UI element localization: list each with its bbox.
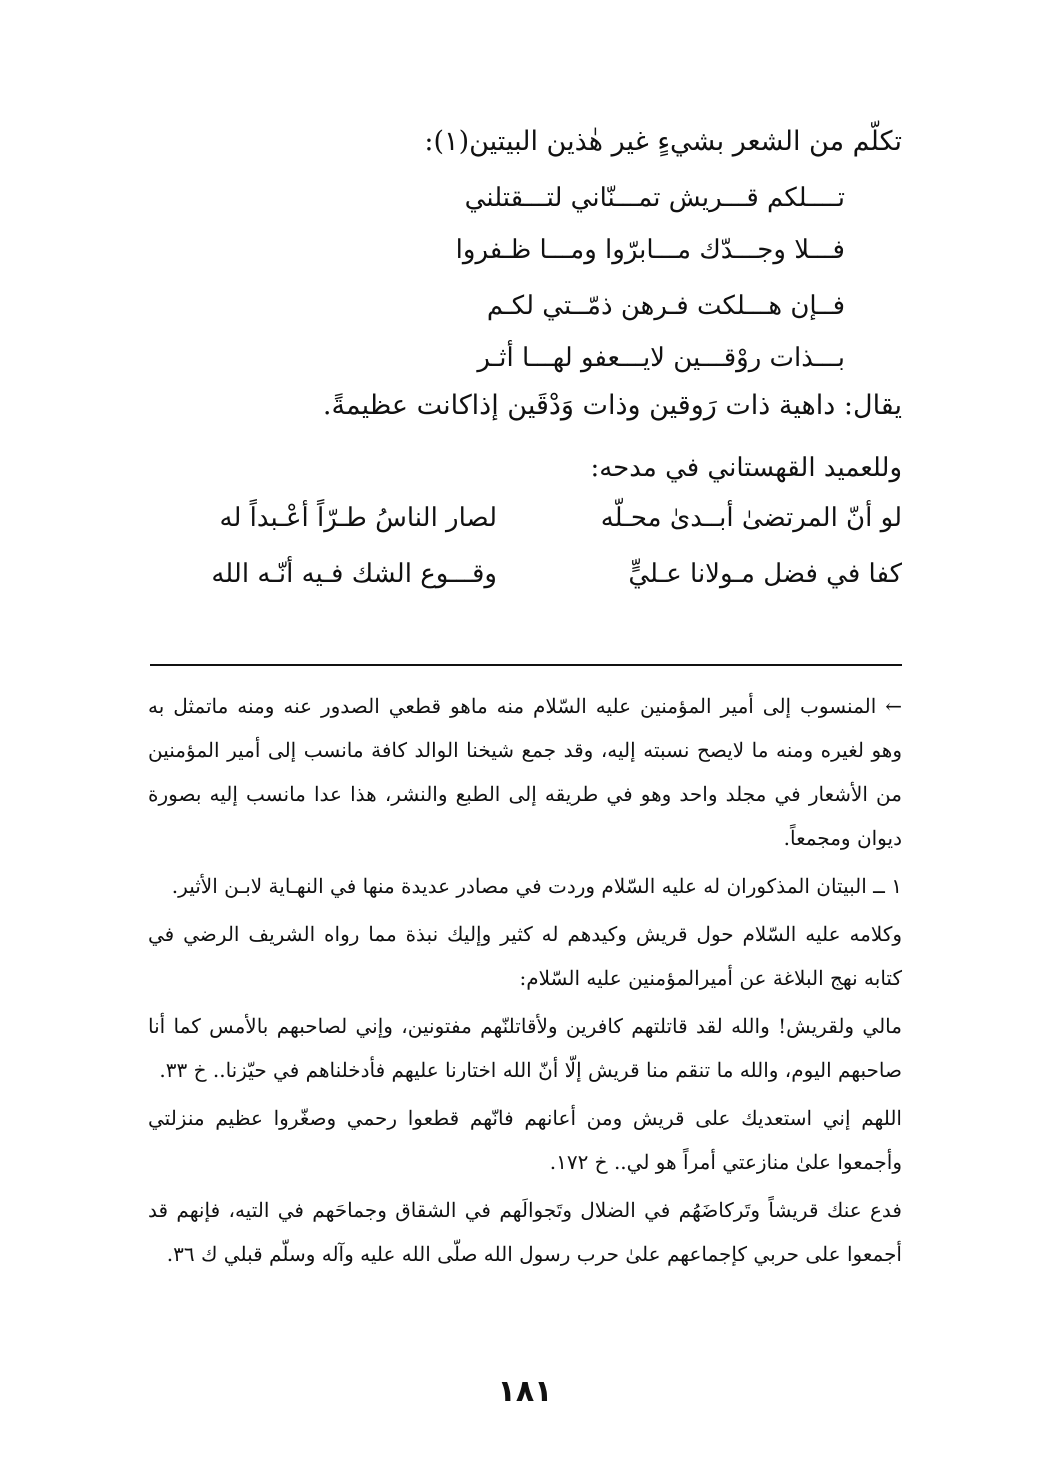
verse-group-2 bbox=[325, 280, 845, 384]
couplet-second-hemistich: لصار الناسُ طـرّاً أعْـبداً له bbox=[219, 503, 497, 533]
footnote-paragraph: وكلامه عليه السّلام حول قريش وكيدهم له كثير وإليك نبذة مما رواه الشريف الرضي في كتابه نهج البلاغة عن أميرالمؤمنين عليه السّلام: bbox=[148, 922, 902, 990]
couplet-first-hemistich: كفا في فضل مـولانا عـليٍّ bbox=[628, 559, 902, 589]
footnote-paragraph: ١ ــ البيتان المذكوران له عليه السّلام وردت في مصادر عديدة منها في النهـاية لابـن الأثير. bbox=[171, 874, 902, 898]
intro-line: تكلّم من الشعر بشيءٍ غير هٰذين البيتين(١): bbox=[424, 126, 902, 157]
verse-group-1 bbox=[325, 172, 845, 276]
footnotes bbox=[148, 684, 902, 1280]
couplet-first-hemistich: لو أنّ المرتضىٰ أبــدىٰ محـلّه bbox=[600, 503, 902, 533]
definition-line: يقال: داهية ذات رَوقين وذات وَدْقَين إذاكانت عظيمةً. bbox=[322, 390, 902, 421]
page-number: ١٨١ bbox=[497, 1374, 553, 1409]
verse-line: فـــلا وجـــدّك مـــابرّوا ومـــا ظـفروا bbox=[455, 235, 845, 265]
footnote-paragraph: ← المنسوب إلى أمير المؤمنين عليه السّلام منه ماهو قطعي الصدور عنه ومنه ماتمثل به وهو لغيره ومنه ما لايصح نسبته إليه، وقد جمع شيخنا الوالد كافة مانسب إلى أمير المؤمنين من الأشعار في مجلد واحد وهو في طريقه إلى الطبع والنشر، هذا عدا مانسب إليه بصورة ديوان ومجمعاً. bbox=[148, 694, 902, 850]
poet-intro-line: وللعميد القهستاني في مدحه: bbox=[590, 453, 902, 483]
couplet bbox=[182, 492, 902, 544]
footnote-paragraph: اللهم إني استعديك على قريش ومن أعانهم فانّهم قطعوا رحمي وصغّروا عظيم منزلتي وأجمعوا علىٰ منازعتي أمراً هو لي.. خ ١٧٢. bbox=[148, 1106, 902, 1174]
footnote-paragraph: مالي ولقريش! والله لقد قاتلتهم كافرين ولأقاتلنّهم مفتونين، وإني لصاحبهم بالأمس كما أنا صاحبهم اليوم، والله ما تنقم منا قريش إلّا أنّ الله اختارنا عليهم فأدخلناهم في حيّزنا.. خ ٣٣. bbox=[148, 1014, 902, 1082]
couplet bbox=[182, 548, 902, 600]
verse-line: تــــلكم قـــريش تمـــنّاني لتـــقتلني bbox=[464, 183, 845, 213]
footnote-paragraph: فدع عنك قريشاً وتَركاضَهُم في الضلال وتَجوالَهم في الشقاق وجماحَهم في التيه، فإنهم قد أجمعوا على حربي كإجماعهم علىٰ حرب رسول الله صلّى الله عليه وآله وسلّم قبلي ك ٣٦. bbox=[148, 1198, 902, 1266]
couplet-second-hemistich: وقـــوع الشك فـيه أنّـه الله bbox=[211, 559, 497, 589]
verse-line: بـــذات روْقـــين لايـــعفو لهـــا أثـر bbox=[477, 343, 845, 373]
verse-line: فــإن هـــلكت فـرهن ذمّــتي لكـم bbox=[486, 291, 845, 321]
footnote-divider bbox=[150, 664, 902, 666]
